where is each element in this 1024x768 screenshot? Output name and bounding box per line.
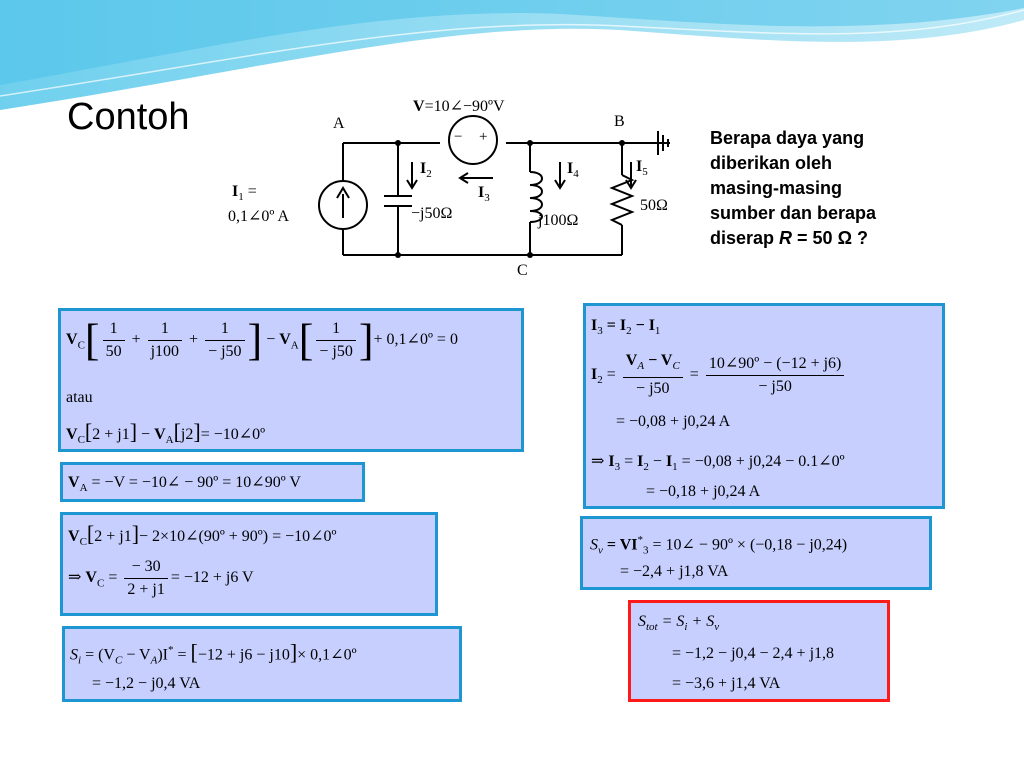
arrow-i4-icon: [555, 162, 565, 188]
bracket-close: ]: [131, 521, 140, 546]
box1-line3: $V_C[2 + j1] - V_A[j2]=$ −10∠0º: [66, 419, 266, 447]
voltage-source-label: [413, 96, 505, 116]
i3-subscript: 3: [484, 192, 490, 205]
va-subscript: A: [79, 482, 88, 495]
s-subscript: v: [598, 544, 603, 557]
conjugate-sup: *: [168, 644, 174, 656]
fraction: [148, 318, 182, 363]
i2-symbol: I: [637, 453, 644, 470]
box4-mid2: − V: [122, 646, 151, 664]
si-subscript: i: [684, 621, 688, 634]
i1-label: [232, 183, 257, 203]
i3-subscript: 3: [614, 461, 621, 474]
fraction-num-part: − V: [644, 352, 673, 369]
box7-line1: [638, 612, 719, 637]
box1-l3-inner: 2 + j1: [92, 426, 130, 443]
s-subscript: tot: [646, 621, 658, 634]
voltage-source-plus: +: [479, 129, 488, 145]
box1-atau: atau: [66, 389, 93, 406]
fraction: [205, 318, 244, 363]
question-line: diberikan oleh: [710, 153, 833, 173]
i2-label: [420, 160, 432, 180]
node-c-label: C: [517, 262, 528, 279]
inductor-label: j100Ω: [538, 212, 579, 229]
box7-line2: = −1,2 − j0,4 − 2,4 + j1,8: [672, 645, 835, 662]
fraction-num: 1: [205, 318, 244, 341]
i1-subscript: 1: [672, 461, 678, 474]
fraction-num: 1: [316, 318, 355, 341]
box5-line2: $I_2$ = $\frac{V_A - V_C}{- j50}$ = $\frac{\text{10∠90º − (−12 + j6)}}{- j50}$: [591, 350, 847, 400]
bracket-open: [: [86, 521, 95, 546]
vc-symbol: V: [66, 331, 78, 349]
fraction-den: j100: [150, 343, 180, 360]
arrow-i5-icon: [626, 162, 636, 188]
box1-l3-tail: = −10∠0º: [200, 426, 266, 443]
node-a-label: A: [333, 115, 345, 132]
box4-l1-inner: −12 + j6 − j10: [197, 646, 290, 664]
box4-line1: $S_i = (V_C - V_A)I^* = [-12 + j6 - j10]\times$ 0,1∠0º: [70, 639, 357, 667]
bracket-open: [: [84, 419, 93, 444]
box5-line1: [591, 316, 660, 341]
i4-label: [567, 160, 579, 180]
box3-line1: [68, 521, 337, 552]
i5-symbol: I: [636, 158, 643, 175]
arrow-i3-icon: [460, 173, 493, 183]
box6-tail: = 10∠ − 90º × (−0,18 − j0,24): [648, 536, 848, 554]
i3-subscript: 3: [597, 325, 603, 338]
voltage-value: =10∠−90ºV: [424, 98, 505, 115]
bracket-close: ]: [289, 639, 298, 665]
i4-subscript: 4: [573, 168, 579, 181]
i1-eq: =: [243, 183, 257, 200]
box6-line1: [590, 530, 847, 561]
fraction-num: [623, 350, 683, 378]
capacitor-label: −j50Ω: [411, 205, 453, 222]
fraction-den: − j50: [208, 343, 242, 360]
question-text-part: = 50 Ω ?: [792, 228, 868, 248]
vc-subscript: C: [77, 434, 85, 447]
fraction: [316, 318, 355, 363]
sv-subscript: v: [714, 621, 720, 634]
box3-l1-tail: − 2×10∠(90º + 90º) = −10∠0º: [139, 528, 337, 545]
bracket-close: ]: [247, 315, 263, 365]
box5-l4-tail: = −0,08 + j0,24 − 0.1∠0º: [677, 453, 845, 470]
va-symbol: V: [68, 474, 80, 491]
box3-l1-inner: 2 + j1: [94, 528, 132, 545]
node-b-label: B: [614, 113, 625, 130]
i3-symbol: I: [478, 184, 485, 201]
i1-value: 0,1∠0º A: [228, 208, 290, 225]
i1-subscript: 1: [238, 191, 244, 204]
box1-line1: $V_C$[ $\frac{1}{50}$ + $\frac{1}{j100}$ + $\frac{1}{- j50}$ ] − $V_A$[ $\frac{1}{- j50}$ ]+ 0,1∠0º = 0: [66, 315, 458, 365]
s-symbol: S: [70, 646, 78, 664]
fraction-num: 10∠90º − (−12 + j6): [706, 353, 845, 376]
s-symbol: S: [590, 536, 598, 554]
fraction: [706, 353, 845, 398]
fraction-den: 50: [105, 343, 122, 360]
box3-l2-tail: = −12 + j6 V: [170, 569, 254, 587]
bracket-close: ]: [129, 419, 138, 444]
voltage-symbol: V: [413, 98, 425, 115]
i1-subscript: 1: [654, 325, 661, 338]
vc-subscript: C: [96, 577, 105, 590]
question-line: sumber dan berapa: [710, 203, 877, 223]
box4-l1-tail: × 0,1∠0º: [297, 646, 357, 664]
box5-l1: = I: [606, 317, 627, 334]
i3-subscript: 3: [643, 544, 649, 557]
i1-symbol: I: [232, 183, 239, 200]
bracket-open: [: [173, 419, 181, 444]
i3-symbol: I: [608, 453, 615, 470]
c-subscript: C: [672, 360, 680, 373]
circuit-diagram: [0, 0, 1024, 300]
a-subscript: A: [637, 360, 645, 373]
box7-tail: = S: [657, 613, 685, 630]
i2-symbol: I: [591, 365, 598, 383]
question-text-part: diserap: [710, 228, 780, 248]
va-subscript: A: [290, 339, 299, 352]
fraction-num: − 30: [124, 556, 167, 579]
i2-symbol: I: [420, 160, 427, 177]
vc-subscript: C: [79, 536, 87, 549]
box1-tail: + 0,1∠0º = 0: [373, 331, 458, 349]
s-symbol: S: [638, 613, 646, 630]
implies-symbol: ⇒: [68, 569, 86, 587]
box1-l3-inner2: j2: [180, 426, 194, 443]
i3-label: [478, 184, 490, 204]
i2-subscript: 2: [597, 373, 603, 386]
i2-subscript: 2: [426, 168, 432, 181]
box2-line: [68, 473, 301, 498]
box4-mid3: )I: [157, 646, 168, 664]
box2-text: = −V = −10∠ − 90º = 10∠90º V: [87, 474, 301, 491]
question-line: Berapa daya yang: [710, 128, 865, 148]
bracket-close: ]: [358, 315, 374, 365]
box4-mid: = (V: [81, 646, 115, 664]
box7-b: + S: [687, 613, 715, 630]
fraction: [103, 318, 125, 363]
vc-symbol: V: [66, 426, 78, 443]
va-symbol: V: [154, 426, 166, 443]
fraction-num: 1: [103, 318, 125, 341]
s-subscript: i: [78, 654, 82, 667]
slide-title: Contoh: [67, 96, 190, 138]
box5-line5: = −0,18 + j0,24 A: [646, 483, 761, 500]
resistor-symbol: [612, 175, 632, 225]
bracket-close: ]: [193, 419, 201, 444]
vc-symbol: V: [85, 569, 97, 587]
implies-symbol: ⇒: [591, 453, 609, 470]
i2-subscript: 2: [626, 325, 632, 338]
va-subscript: A: [165, 434, 174, 447]
vc-subscript: C: [77, 339, 85, 352]
vc-symbol: V: [68, 528, 80, 545]
box7-line3: = −3,6 + j1,4 VA: [672, 675, 781, 692]
va-symbol: V: [279, 331, 291, 349]
va-symbol: V: [625, 352, 638, 369]
fraction: [124, 556, 167, 601]
question-r-symbol: R: [779, 228, 793, 248]
i2-subscript: 2: [643, 461, 649, 474]
fraction-den: − j50: [758, 377, 792, 395]
i5-subscript: 5: [642, 166, 648, 179]
box5-line4: ⇒ $I_3 = I_2 - I_1 = -0,08 + j0,24$ − 0.1∠0º: [591, 453, 845, 474]
a-subscript: A: [150, 654, 158, 667]
capacitor-symbol: [384, 196, 412, 206]
box6-line2: = −2,4 + j1,8 VA: [620, 563, 729, 580]
bracket-open: [: [84, 315, 100, 365]
box4-line2: = −1,2 − j0,4 VA: [92, 675, 201, 692]
question-line: masing-masing: [710, 178, 843, 198]
box5-l1b: − I: [631, 317, 655, 334]
voltage-source-minus: −: [454, 129, 463, 145]
fraction-den: − j50: [636, 380, 670, 398]
arrow-i2-icon: [407, 162, 417, 188]
box3-line2: ⇒ $V_C$ = $\frac{- 30}{2 + j1}$ = −12 + j6 V: [68, 556, 254, 601]
fraction: [623, 350, 683, 400]
fraction-den: 2 + j1: [127, 581, 165, 598]
fraction-num: 1: [148, 318, 182, 341]
i1-symbol: I: [665, 453, 673, 470]
i5-label: [636, 158, 648, 178]
conjugate-sup: *: [637, 534, 643, 546]
fraction-den: − j50: [319, 343, 353, 360]
c-subscript: C: [114, 654, 123, 667]
bracket-open: [: [190, 639, 198, 665]
box6-mid: = VI: [602, 536, 638, 554]
i3-symbol: I: [591, 317, 598, 334]
resistor-label: 50Ω: [640, 197, 668, 214]
i4-symbol: I: [567, 160, 574, 177]
bracket-open: [: [298, 315, 314, 365]
box5-line3: = −0,08 + j0,24 A: [616, 413, 731, 430]
